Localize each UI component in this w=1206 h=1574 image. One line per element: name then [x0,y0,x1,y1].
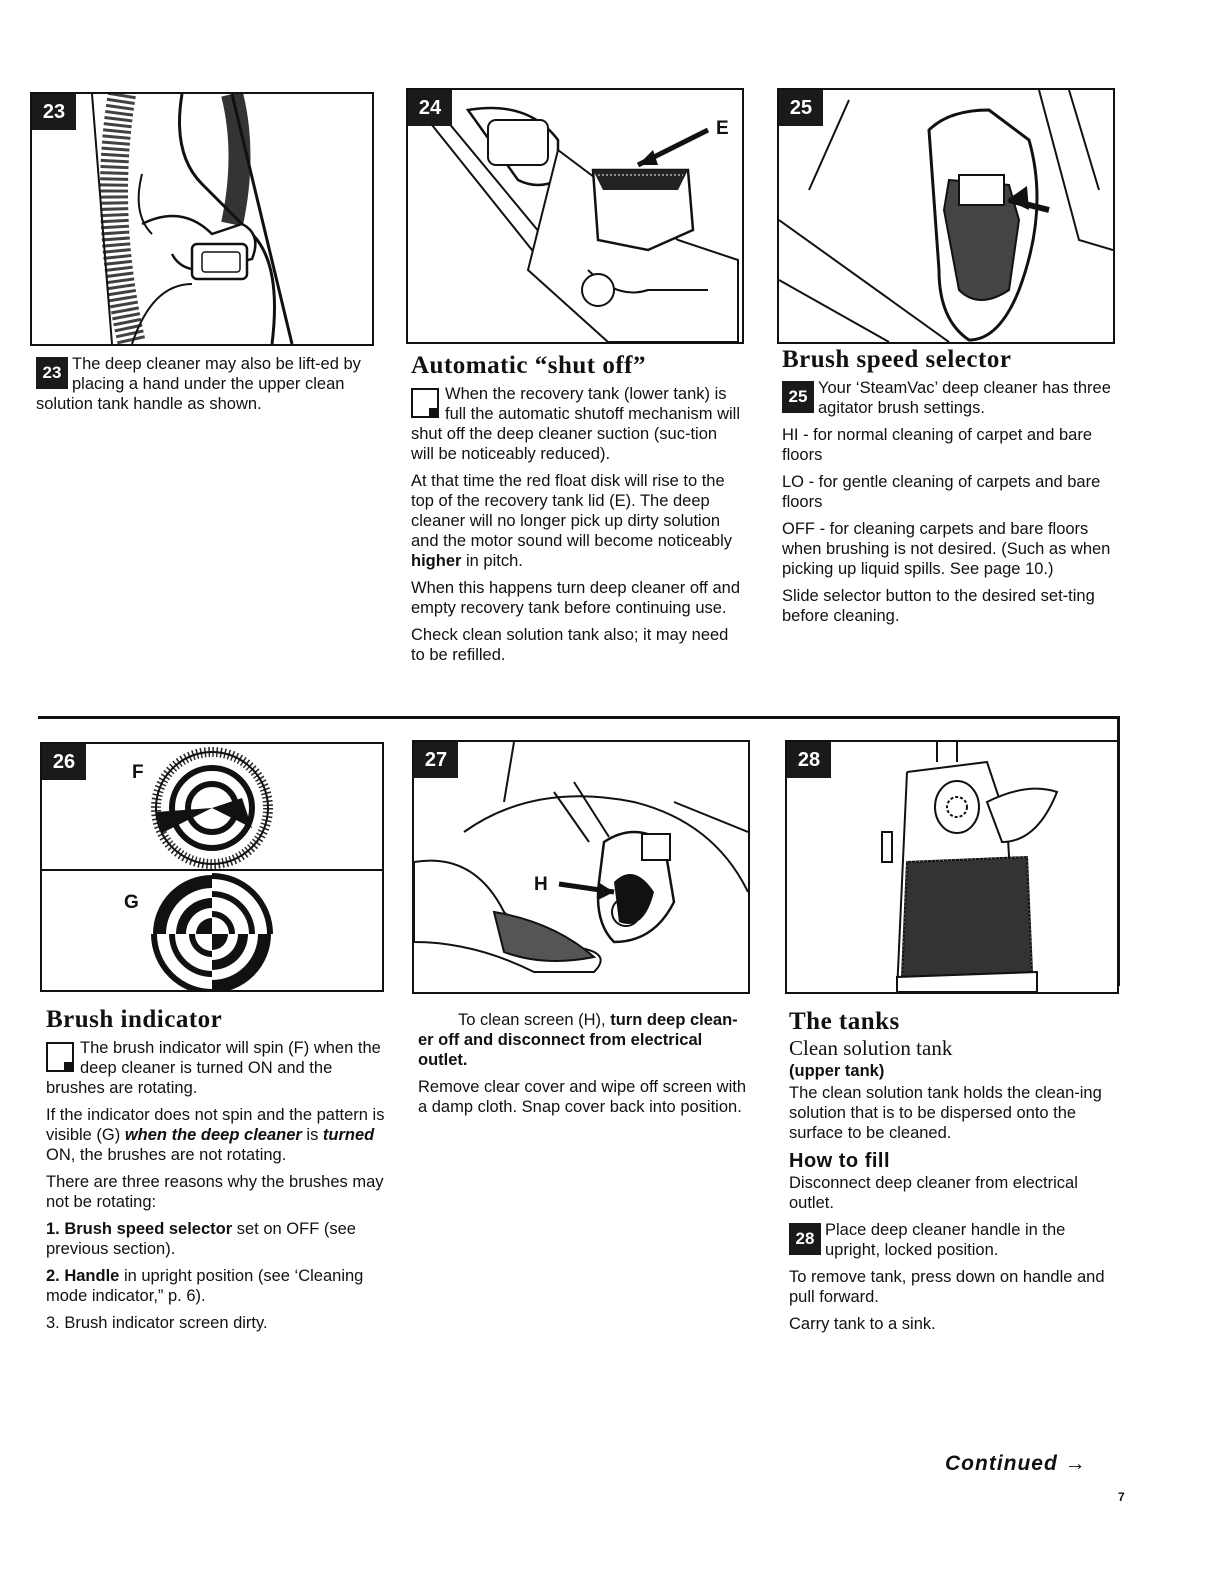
section-23-body: The deep cleaner may also be lift-ed by placing a hand under the upper clean solution tank handle as shown. [36,355,361,413]
section-23-text [36,354,366,414]
section-24-text [411,352,741,672]
section-24-p1: When the recovery tank (lower tank) is full the automatic shutoff mechanism will shut off the deep cleaner suction (suc-tion will be noticeably reduced). [411,385,740,463]
section-28-p3: Place deep cleaner handle in the upright, locked position. [825,1221,1066,1259]
step-badge-25: 25 [782,381,814,413]
setting-lo: LO - for gentle cleaning of carpets and bare floors [782,473,1101,511]
figure-26 [40,742,384,992]
section-28-p2: Disconnect deep cleaner from electrical outlet. [789,1174,1078,1212]
figure-26-illustration [42,744,382,990]
section-24-p3: When this happens turn deep cleaner off and empty recovery tank before continuing use. [411,579,741,617]
figure-number-25: 25 [779,90,823,126]
section-24-title: Automatic “shut off” [411,352,646,379]
figure-27 [412,740,750,994]
label-h: H [534,874,548,895]
section-26-title: Brush indicator [46,1006,223,1033]
step-marker-icon [411,388,439,418]
step-marker-icon [46,1042,74,1072]
section-25-slide: Slide selector button to the desired set-ting before cleaning. [782,587,1095,625]
section-26-p1: The brush indicator will spin (F) when the deep cleaner is turned ON and the brushes are rotating. [46,1039,381,1097]
setting-hi: HI - for normal cleaning of carpet and bare floors [782,426,1092,464]
figure-25 [777,88,1115,344]
figure-23-illustration [32,94,372,344]
section-26-p3: There are three reasons why the brushes may not be rotating: [46,1173,384,1211]
figure-24-illustration [408,90,742,342]
figure-number-27: 27 [414,742,458,778]
step-badge-23: 23 [36,357,68,389]
label-g: G [124,892,139,913]
figure-number-28: 28 [787,742,831,778]
reason-1: 1. Brush speed selector set on OFF (see previous section). [46,1220,356,1258]
section-28-title: The tanks [789,1008,900,1035]
section-27-p1: To clean screen (H), turn deep clean-er off and disconnect from electrical outlet. [418,1011,738,1069]
section-24-p4: Check clean solution tank also; it may need to be refilled. [411,626,729,664]
section-25-title: Brush speed selector [782,346,1012,373]
section-25-p1: Your ‘SteamVac’ deep cleaner has three agitator brush settings. [818,379,1111,417]
figure-28-illustration [787,742,1117,992]
continued-label: Continued → [945,1452,1087,1475]
section-28-p4: To remove tank, press down on handle and pull forward. [789,1268,1105,1306]
section-28-p5: Carry tank to a sink. [789,1315,936,1333]
spinning-indicator [156,752,268,864]
label-e: E [716,118,729,139]
section-24-p2: At that time the red float disk will rise to the top of the recovery tank lid (E). The deep cleaner will no longer pick up dirty solution and the motor sound will become noticeably higher in pitch. [411,472,733,570]
stopped-indicator [154,876,270,990]
step-badge-28: 28 [789,1223,821,1255]
figure-28 [785,740,1119,994]
section-27-p2: Remove clear cover and wipe off screen with a damp cloth. Snap cover back into position. [418,1078,747,1116]
label-f: F [132,762,144,783]
figure-23 [30,92,374,346]
section-28-text [789,1008,1119,1341]
section-26-p2: If the indicator does not spin and the pattern is visible (G) when the deep cleaner is turned ON, the brushes are not rotating. [46,1106,385,1164]
figure-number-26: 26 [42,744,86,780]
section-28-subtitle: Clean solution tank [789,1036,953,1060]
section-26-text [46,1006,386,1340]
how-to-fill-heading: How to fill [789,1150,891,1172]
section-25-text [782,346,1112,633]
figure-24 [406,88,744,344]
figure-number-24: 24 [408,90,452,126]
figure-number-23: 23 [32,94,76,130]
section-28-subtitle2: (upper tank) [789,1062,885,1080]
section-27-text [418,1010,748,1124]
page-number: 7 [1118,1490,1125,1504]
figure-25-illustration [779,90,1113,342]
reason-2: 2. Handle in upright position (see ‘Cleaning mode indicator,” p. 6). [46,1267,364,1305]
reason-3: 3. Brush indicator screen dirty. [46,1314,268,1332]
section-divider [38,716,1120,719]
setting-off: OFF - for cleaning carpets and bare floors when brushing is not desired. (Such as when picking up liquid spills. See page 10.) [782,520,1111,578]
figure-27-illustration [414,742,748,992]
section-28-p1: The clean solution tank holds the clean-ing solution that is to be dispersed onto the surface to be cleaned. [789,1084,1102,1142]
